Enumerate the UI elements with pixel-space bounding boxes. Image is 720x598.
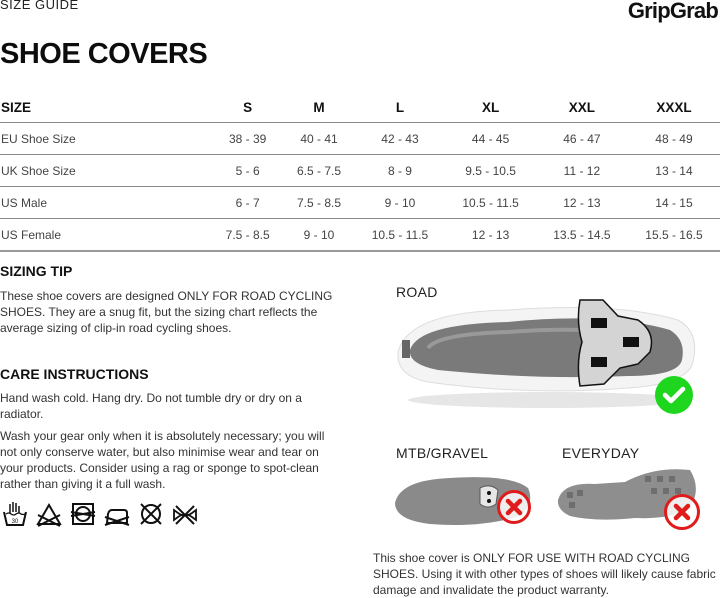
table-cell: 6.5 - 7.5: [283, 155, 354, 187]
column-header: SIZE: [1, 99, 32, 115]
row-label: UK Shoe Size: [0, 155, 212, 187]
table-cell: 7.5 - 8.5: [212, 219, 283, 252]
table-header-row: [0, 92, 720, 123]
table-cell: 15.5 - 16.5: [628, 219, 720, 252]
sizing-tip-heading: SIZING TIP: [0, 263, 73, 279]
row-label: EU Shoe Size: [0, 123, 212, 155]
care-heading: CARE INSTRUCTIONS: [0, 366, 149, 382]
table-cell: 6 - 7: [212, 187, 283, 219]
row-label: US Male: [0, 187, 212, 219]
hand-wash-30-icon: [2, 500, 28, 528]
table-row: [0, 219, 720, 252]
column-header: XL: [481, 99, 500, 115]
wash-temp-label: 30: [11, 519, 19, 525]
table-cell: 9 - 10: [283, 219, 354, 252]
table-cell: 38 - 39: [212, 123, 283, 155]
row-label: US Female: [0, 219, 212, 252]
do-not-tumble-dry-icon: [70, 500, 96, 528]
road-shoe-label: ROAD: [396, 284, 438, 300]
column-header: XXXL: [656, 99, 692, 115]
table-cell: 44 - 45: [445, 123, 536, 155]
checkmark-icon: [655, 376, 693, 414]
column-header: L: [395, 99, 405, 115]
everyday-shoe-label: EVERYDAY: [562, 445, 640, 461]
do-not-dry-clean-icon: [138, 500, 164, 528]
table-cell: 40 - 41: [283, 123, 354, 155]
mtb-shoe-label: MTB/GRAVEL: [396, 445, 489, 461]
table-cell: 14 - 15: [628, 187, 720, 219]
brand-logo: GripGrab: [627, 0, 718, 23]
table-cell: 7.5 - 8.5: [283, 187, 354, 219]
size-table: [0, 92, 720, 252]
table-cell: 12 - 13: [536, 187, 628, 219]
table-cell: 46 - 47: [536, 123, 628, 155]
do-not-wring-icon: [172, 500, 198, 528]
do-not-iron-icon: [104, 500, 130, 528]
table-cell: 48 - 49: [628, 123, 720, 155]
road-check-badge: [655, 376, 693, 414]
table-row: [0, 187, 720, 219]
table-cell: 10.5 - 11.5: [445, 187, 536, 219]
table-cell: 12 - 13: [445, 219, 536, 252]
table-row: [0, 123, 720, 155]
table-cell: 42 - 43: [355, 123, 446, 155]
care-text-primary: Hand wash cold. Hang dry. Do not tumble dry or dry on a radiator.: [0, 391, 302, 421]
everyday-cross-badge: [664, 494, 700, 530]
column-header: S: [243, 99, 253, 115]
column-header: M: [313, 99, 325, 115]
table-cell: 13.5 - 14.5: [536, 219, 628, 252]
care-text-secondary: Wash your gear only when it is absolutely necessary; you will not only conserve water, but also minimise wear and tear on your products. Consider using a rag or sponge to spot-clean rather than giving it a full wash.: [0, 429, 325, 491]
do-not-bleach-icon: [36, 500, 62, 528]
table-cell: 11 - 12: [536, 155, 628, 187]
sizing-tip-text: These shoe covers are designed ONLY FOR ROAD CYCLING SHOES. They are a snug fit, but the sizing chart reflects the average sizing of clip-in road cycling shoes.: [0, 289, 333, 335]
column-header: XXL: [568, 99, 596, 115]
table-cell: 10.5 - 11.5: [355, 219, 446, 252]
page-title: SHOE COVERS: [0, 38, 208, 70]
mtb-cross-badge: [497, 490, 531, 524]
table-cell: 8 - 9: [355, 155, 446, 187]
cross-icon: [500, 493, 528, 521]
cross-icon: [667, 497, 697, 527]
care-icons-row: [2, 500, 198, 528]
eyebrow-label: SIZE GUIDE: [0, 0, 79, 12]
table-cell: 13 - 14: [628, 155, 720, 187]
table-row: [0, 155, 720, 187]
table-cell: 9.5 - 10.5: [445, 155, 536, 187]
warning-text: This shoe cover is ONLY FOR USE WITH ROAD CYCLING SHOES. Using it with other types of shoes will likely cause fabric damage and invalidate the product warranty.: [373, 551, 716, 597]
table-cell: 5 - 6: [212, 155, 283, 187]
table-cell: 9 - 10: [355, 187, 446, 219]
